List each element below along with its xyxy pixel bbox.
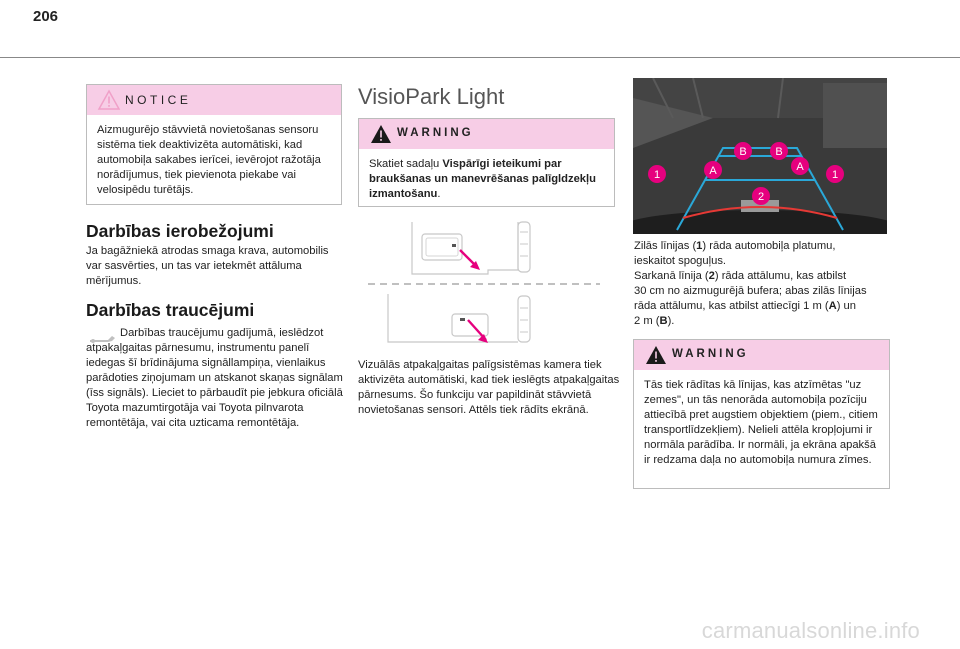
camera-label-2	[752, 187, 770, 205]
caption-text: ) un	[836, 300, 856, 312]
limits-text: Ja bagāžniekā atrodas smaga krava, automobilis var sasvērties, un tas var ietekmēt attāluma mērījumus.	[86, 245, 329, 287]
svg-text:A: A	[709, 165, 717, 177]
svg-text:B: B	[739, 146, 747, 158]
notice-text: Aizmugurējo stāvvietā novietošanas sensoru sistēma tiek deaktivizēta automātiski, kad automobiļa sakabes ierīcei, ievērojot ražotāja norādījumus, tiek pievienota piekabe vai velosipēdu turētājs.	[97, 124, 321, 196]
camera-label-1-left	[648, 165, 666, 183]
caption-text: rāda attālumu, kas atbilst attiecīgi 1 m (	[634, 300, 829, 312]
svg-text:1: 1	[653, 169, 661, 181]
caption-text: Zilās līnijas (	[634, 240, 697, 252]
caption-text: ieskaitot spoguļus.	[634, 255, 727, 267]
watermark: carmanualsonline.info	[701, 618, 920, 643]
warning-text-link: Vispārīgi ieteikumi par braukšanas un manevrēšanas palīgldzekļu izmantošanu	[369, 158, 596, 200]
warning-box-middle	[358, 118, 615, 207]
warning-header-right	[634, 340, 889, 370]
warning-triangle-icon	[369, 123, 393, 145]
warning-title-right: WARNING	[672, 348, 749, 360]
vehicle-rear-illustration	[368, 212, 600, 352]
warning-text-middle	[359, 149, 614, 210]
limits-heading: Darbības ierobežojumi	[86, 221, 274, 241]
faults-heading: Darbības traucējumi	[86, 300, 255, 320]
warning-triangle-icon	[97, 89, 121, 111]
faults-text	[86, 326, 348, 431]
notice-title: NOTICE	[125, 93, 192, 107]
header-rule	[0, 57, 960, 58]
warning-text-right: Tās tiek rādītas kā līnijas, kas atzīmētas "uz zemes", un tās nenorāda automobiļa pozīciju attiecībā pret augstiem objektiem (piem., citiem transportlīdzekļiem). Nelieli attēla kropļojumi ir normāla parādība. Ir normāli, ja ekrāna apakšā ir redzama daļa no automobiļa numura zīmes.	[644, 379, 878, 466]
camera-description: Vizuālās atpakaļgaitas palīgsistēmas kamera tiek aktivizēta automātiski, kad tiek ieslēgts atpakaļgaitas pārnesums. Šo funkciju var papildināt stāvvietā novietošanas sensori. Attēls tiek rādīts ekrānā.	[358, 359, 620, 416]
notice-box	[86, 84, 342, 205]
camera-label-a-left	[704, 161, 722, 179]
camera-label-a-right	[791, 157, 809, 175]
rear-camera-view	[633, 78, 887, 234]
caption-text: ).	[667, 315, 675, 327]
caption-ref: 2	[708, 270, 715, 282]
warning-text-suffix: .	[437, 188, 441, 200]
warning-box-right	[633, 339, 890, 489]
caption-text: ) rāda automobiļa platumu,	[702, 240, 836, 252]
camera-caption	[634, 239, 894, 329]
svg-text:1: 1	[831, 169, 839, 181]
caption-text: Sarkanā līnija (	[634, 270, 709, 282]
faults-paragraph: Darbības traucējumu gadījumā, ieslēdzot atpakaļgaitas pārnesumu, instrumentu panelī iedegas šī brīdinājuma signāllampiņa, vienlaikus parādoties ziņojumam un atskanot skaņas signālam (īss signāls). Lieciet to pārbaudīt pie jebkura oficiālā Toyota mazumtirgotāja vai Toyota pilnvarota remontētāja, vai cita uzticama remontētāja.	[86, 327, 343, 429]
notice-header	[87, 85, 341, 115]
caption-ref: 1	[696, 240, 703, 252]
caption-ref: A	[828, 300, 837, 312]
caption-text: ) rāda attālumu, kas atbilst	[714, 270, 847, 282]
warning-text-prefix: Skatiet sadaļu	[369, 158, 443, 170]
camera-label-b-right	[770, 142, 788, 160]
warning-triangle-icon	[644, 344, 668, 366]
svg-text:A: A	[796, 161, 804, 173]
visiopark-title: VisioPark Light	[358, 84, 505, 109]
warning-title-middle: WARNING	[397, 127, 474, 139]
svg-text:B: B	[775, 146, 783, 158]
caption-text: 2 m (	[634, 315, 660, 327]
warning-header-middle	[359, 119, 614, 149]
camera-label-1-right	[826, 165, 844, 183]
camera-label-b-left	[734, 142, 752, 160]
caption-text: 30 cm no aizmugurējā bufera; abas zilās līnijas	[634, 285, 867, 297]
svg-text:2: 2	[757, 191, 765, 203]
caption-ref: B	[659, 315, 668, 327]
page-number: 206	[33, 8, 59, 25]
